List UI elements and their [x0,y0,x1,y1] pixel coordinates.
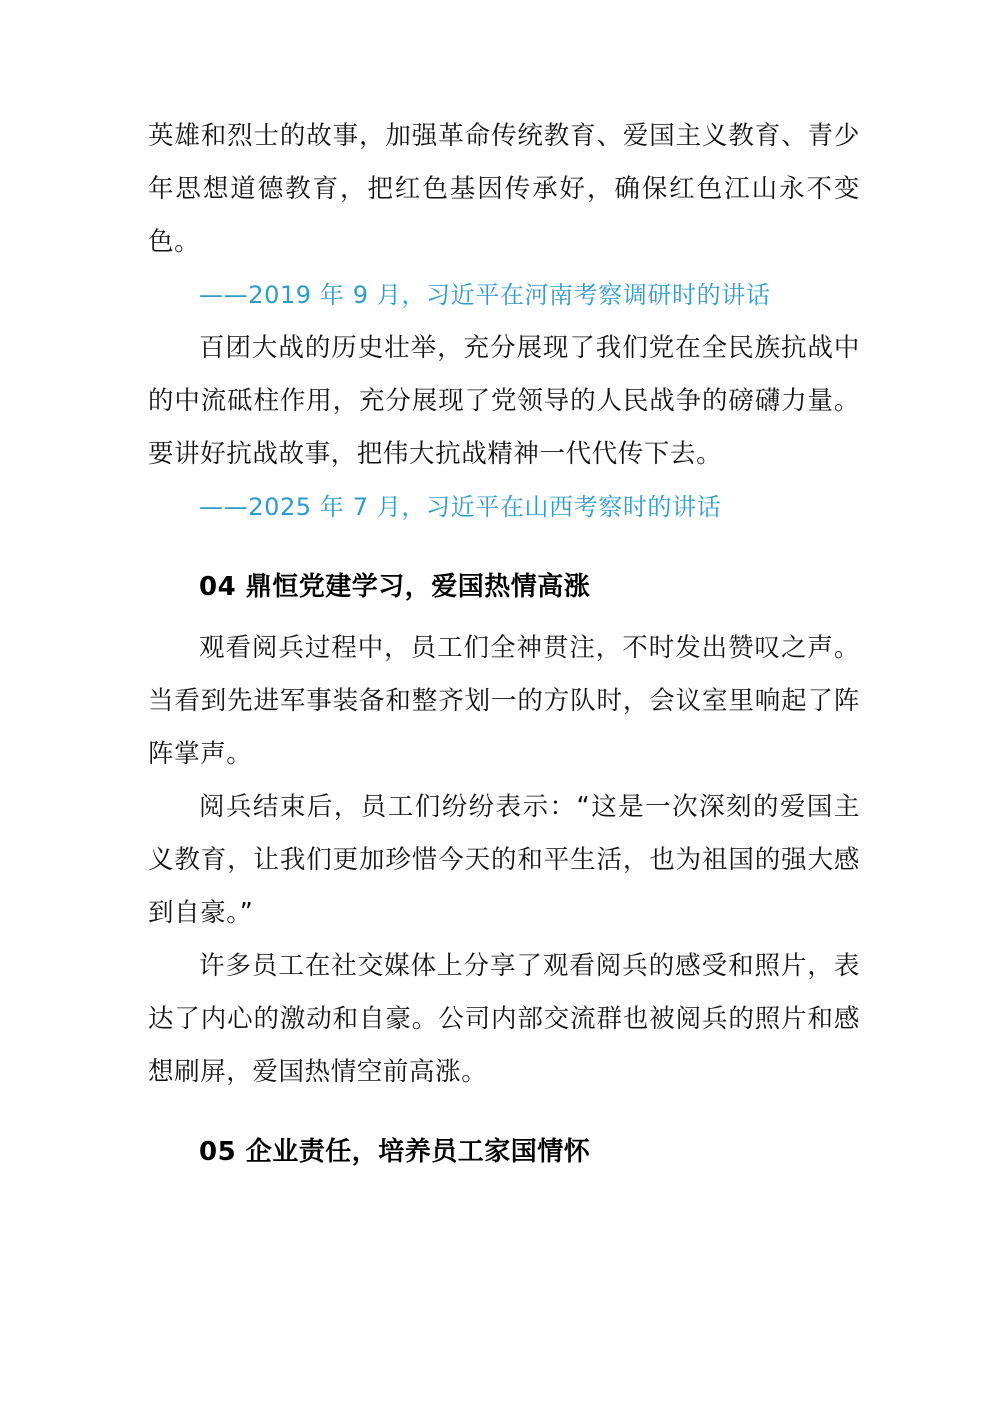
paragraph-section4-3: 许多员工在社交媒体上分享了观看阅兵的感受和照片，表达了内心的激动和自豪。公司内部交流群也被阅兵的照片和感想刷屏，爱国热情空前高涨。 [148,951,860,1087]
document-body [148,110,860,1175]
spacer [148,610,860,622]
section-heading-04: 04 鼎恒党建学习，爱国热情高涨 [199,572,591,602]
paragraph-section4-1: 观看阅兵过程中，员工们全神贯注，不时发出赞叹之声。当看到先进军事装备和整齐划一的方队时，会议室里响起了阵阵掌声。 [148,633,860,769]
paragraph-quote-2: 百团大战的历史壮举，充分展现了我们党在全民族抗战中的中流砥柱作用，充分展现了党领导的人民战争的磅礴力量。要讲好抗战故事，把伟大抗战精神一代代传下去。 [148,333,860,469]
paragraph-section4-2: 阅兵结束后，员工们纷纷表示：“这是一次深刻的爱国主义教育，让我们更加珍惜今天的和平生活，也为祖国的强大感到自豪。” [148,792,860,928]
spacer [148,1099,860,1129]
section-heading-05: 05 企业责任，培养员工家国情怀 [199,1137,591,1167]
spacer [148,534,860,564]
source-attribution-1: ——2019 年 9 月，习近平在河南考察调研时的讲话 [199,281,771,309]
paragraph-quote-1: 英雄和烈士的故事，加强革命传统教育、爱国主义教育、青少年思想道德教育，把红色基因传承好，确保红色江山永不变色。 [148,121,860,257]
source-attribution-2: ——2025 年 7 月，习近平在山西考察时的讲话 [199,493,722,521]
